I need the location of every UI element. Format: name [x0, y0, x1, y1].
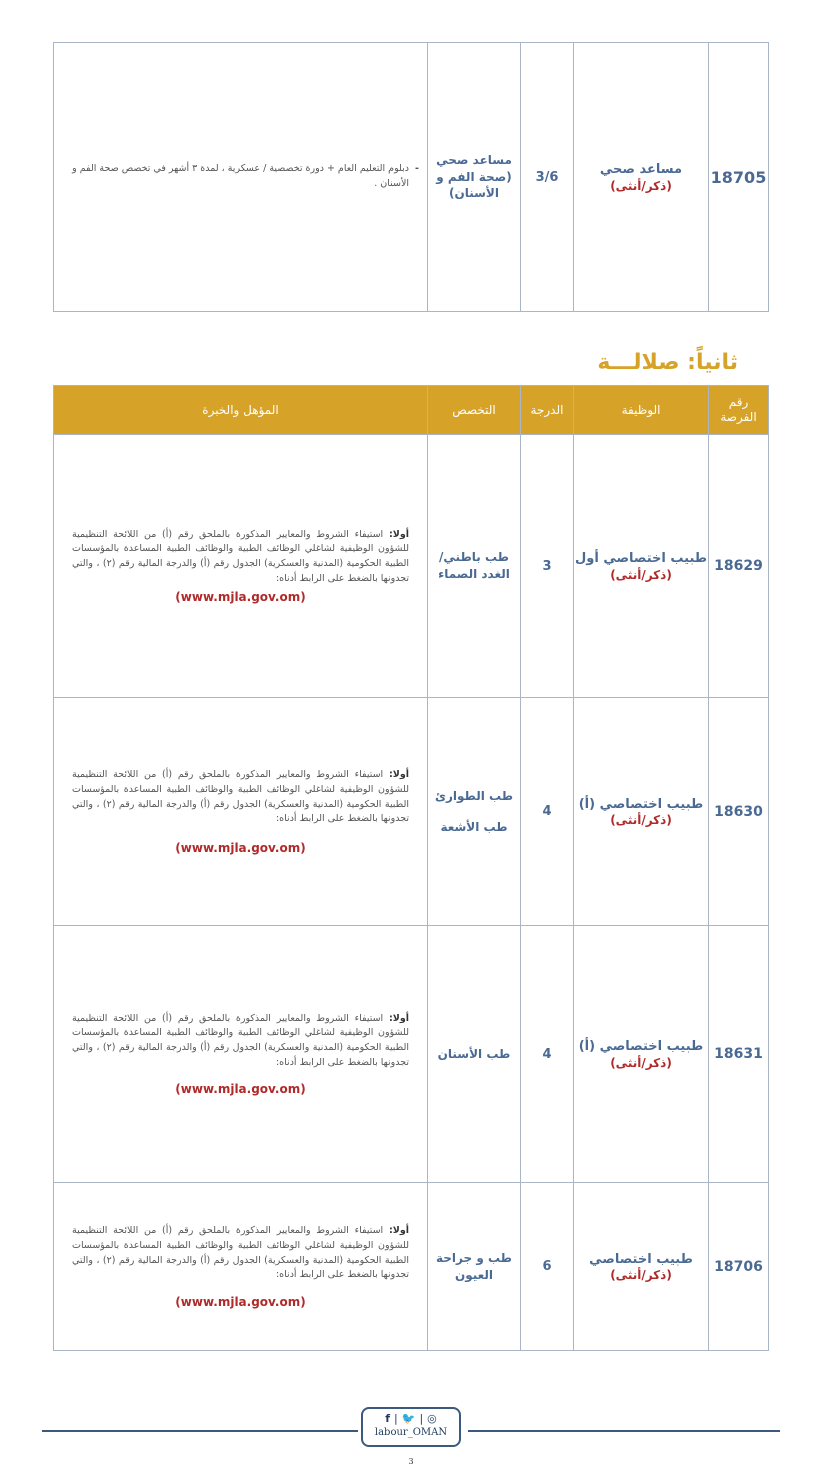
qualification-cell — [54, 43, 428, 312]
opportunity-id: 18631 — [709, 926, 769, 1183]
footer-divider-left — [42, 1430, 358, 1432]
job-cell — [574, 1183, 709, 1351]
instagram-icon[interactable]: ◎ — [427, 1412, 437, 1425]
job-title: طبيب اختصاصي — [589, 1251, 693, 1267]
social-handle: labour_OMAN — [374, 1427, 448, 1438]
specialization-text: طب باطني/ الغدد الصماء — [438, 550, 510, 581]
bullet-dash: - — [415, 163, 419, 175]
job-title: طبيب اختصاصي أول — [574, 551, 708, 567]
job-cell — [574, 926, 709, 1183]
job-gender: (ذكر/أنثى) — [610, 1268, 672, 1283]
job-gender: (ذكر/أنثى) — [610, 567, 672, 582]
specialization-text: طب الأسنان — [437, 1046, 511, 1061]
facebook-icon[interactable]: f — [385, 1412, 391, 1425]
table-row — [54, 435, 769, 698]
mjla-link[interactable]: (www.mjla.gov.om) — [175, 1082, 306, 1097]
grade: 3 — [521, 435, 574, 698]
header-job: الوظيفة — [574, 386, 709, 435]
table-header-row — [54, 386, 769, 435]
job-gender: (ذكر/أنثى) — [610, 178, 672, 193]
specialization-text: طب و جراحة العيون — [436, 1250, 512, 1282]
salalah-job-table — [53, 385, 769, 1351]
opportunity-id: 18706 — [709, 1183, 769, 1351]
header-opportunity-id: رقم الفرصة — [709, 386, 769, 435]
top-job-table — [53, 42, 769, 312]
page-number: 3 — [408, 1457, 414, 1466]
specialization: مساعد صحي (صحة الفم و الأسنان) — [428, 43, 521, 312]
specialization-text-2: طب الأشعة — [440, 819, 508, 834]
job-cell — [574, 698, 709, 926]
qualification-cell — [54, 698, 428, 926]
table-row — [54, 43, 769, 312]
specialization — [428, 698, 521, 926]
grade: 4 — [521, 926, 574, 1183]
grade: 3/6 — [521, 43, 574, 312]
social-icons: f | 🐦 | ◎ — [385, 1412, 437, 1425]
specialization — [428, 926, 521, 1183]
grade: 4 — [521, 698, 574, 926]
qualification-prefix: أولا: — [388, 769, 409, 781]
qualification-cell — [54, 926, 428, 1183]
specialization-text: طب الطوارئ — [434, 788, 514, 803]
job-title: طبيب اختصاصي (أ) — [578, 796, 704, 812]
qualification-text — [72, 1224, 409, 1283]
qualification-body: استيفاء الشروط والمعايير المذكورة بالملحق رقم (أ) من اللائحة التنظيمية للشؤون الوظيفية لشاغلي الوظائف الطبية والوظائف الطبية المساعدة بالمؤسسات الطبية الحكومية (المدنية والعسكرية) الجدول رقم (أ) والدرجة المالية رقم (٢) ، والتي تجدونها بالضغط على الرابط أدناه: — [72, 1012, 410, 1068]
job-cell — [574, 43, 709, 312]
section-title: ثانياً: صلالـــة — [597, 350, 738, 375]
header-grade: الدرجة — [521, 386, 574, 435]
specialization — [428, 435, 521, 698]
grade: 6 — [521, 1183, 574, 1351]
header-specialization: التخصص — [428, 386, 521, 435]
qualification-body: استيفاء الشروط والمعايير المذكورة بالملحق رقم (أ) من اللائحة التنظيمية للشؤون الوظيفية لشاغلي الوظائف الطبية والوظائف الطبية المساعدة بالمؤسسات الطبية الحكومية (المدنية والعسكرية) الجدول رقم (أ) والدرجة المالية رقم (٢) ، والتي تجدونها بالضغط على الرابط أدناه: — [72, 769, 410, 825]
qualification-prefix: أولا: — [388, 528, 409, 540]
table-row — [54, 1183, 769, 1351]
qualification-body: استيفاء الشروط والمعايير المذكورة بالملحق رقم (أ) من اللائحة التنظيمية للشؤون الوظيفية لشاغلي الوظائف الطبية والوظائف الطبية المساعدة بالمؤسسات الطبية الحكومية (المدنية والعسكرية) الجدول رقم (أ) والدرجة المالية رقم (٢) ، والتي تجدونها بالضغط على الرابط أدناه: — [72, 1225, 410, 1281]
opportunity-id: 18630 — [709, 698, 769, 926]
qualification-cell — [54, 435, 428, 698]
qualification-prefix: أولا: — [388, 1225, 409, 1237]
job-title: طبيب اختصاصي (أ) — [578, 1039, 704, 1055]
specialization — [428, 1183, 521, 1351]
table-row — [54, 926, 769, 1183]
qualification-prefix: أولا: — [388, 1012, 409, 1024]
qualification-text — [72, 528, 409, 587]
mjla-link[interactable]: (www.mjla.gov.om) — [175, 840, 306, 855]
footer-divider-right — [468, 1430, 780, 1432]
opportunity-id: 18629 — [709, 435, 769, 698]
mjla-link[interactable]: (www.mjla.gov.om) — [175, 1294, 306, 1309]
job-title: مساعد صحي — [599, 162, 683, 178]
qualification-text — [72, 162, 419, 191]
social-media-box — [361, 1407, 461, 1447]
qualification-body: استيفاء الشروط والمعايير المذكورة بالملحق رقم (أ) من اللائحة التنظيمية للشؤون الوظيفية لشاغلي الوظائف الطبية والوظائف الطبية المساعدة بالمؤسسات الطبية الحكومية (المدنية والعسكرية) الجدول رقم (أ) والدرجة المالية رقم (٢) ، والتي تجدونها بالضغط على الرابط أدناه: — [72, 528, 410, 584]
diploma-text: دبلوم التعليم العام + دورة تخصصية / عسكرية ، لمدة ٣ أشهر في تخصص صحة الفم و الأسنان . — [72, 163, 409, 189]
opportunity-id: 18705 — [709, 43, 769, 312]
job-cell — [574, 435, 709, 698]
job-gender: (ذكر/أنثى) — [610, 813, 672, 828]
qualification-cell — [54, 1183, 428, 1351]
qualification-text — [72, 1012, 409, 1071]
qualification-text — [72, 768, 409, 827]
header-qualification: المؤهل والخبرة — [54, 386, 428, 435]
table-row — [54, 698, 769, 926]
job-gender: (ذكر/أنثى) — [610, 1055, 672, 1070]
mjla-link[interactable]: (www.mjla.gov.om) — [175, 590, 306, 605]
twitter-icon[interactable]: 🐦 — [401, 1412, 416, 1425]
